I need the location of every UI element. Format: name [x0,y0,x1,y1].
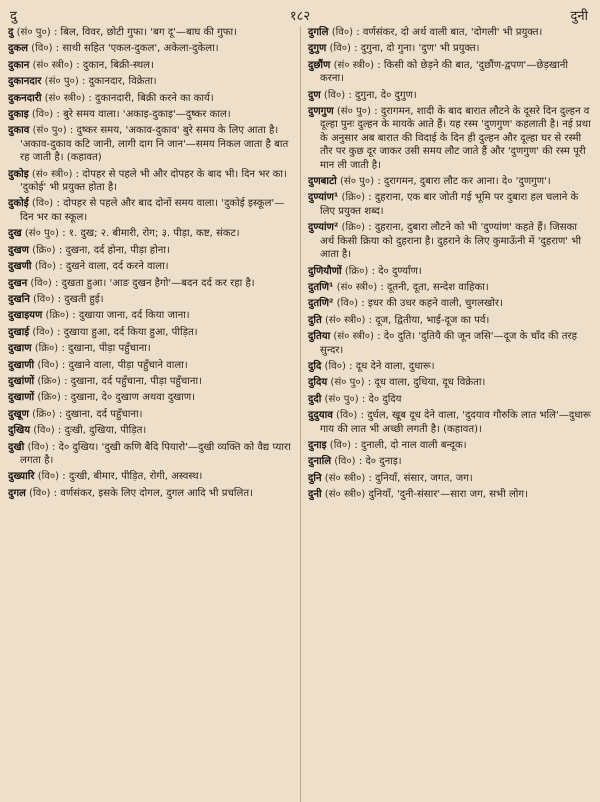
grammar-tag: (वि०) [25,487,51,499]
definition: : १. दुख; २. बीमारी, रोग; ३. पीड़ा, कष्ट, संकट। [58,228,240,240]
page-header [8,4,592,26]
grammar-tag: (क्रि०) [338,222,366,234]
headword: दुदि [308,360,322,372]
dictionary-entry [8,326,294,339]
grammar-tag: (सं० स्त्री०) [321,489,366,501]
definition: : दूज, द्वितीया, भाई-दूज का पर्व। [365,314,490,326]
headword: दुखी [8,441,25,453]
headword: दुकानदार [8,76,42,88]
headword: दुख्यारि [8,471,35,483]
header-right-guideword: दुनी [570,9,588,24]
grammar-tag: (क्रि०) [31,343,59,355]
headword: दुण [308,89,321,101]
dictionary-entry [8,124,294,164]
headword: दुणबाटो [308,176,337,188]
dictionary-entry [308,409,594,436]
dictionary-entry [8,424,294,437]
dictionary-entry [308,89,594,102]
headword: दुगल [8,487,26,499]
dictionary-entry [308,105,594,172]
grammar-tag: (सं० पु०) [333,106,371,118]
definition: : दुकानदार, विक्रेता। [78,76,157,88]
dictionary-entry [308,330,594,357]
grammar-tag: (सं० पु०) [13,27,51,38]
grammar-tag: (क्रि०) [28,244,56,256]
dictionary-entry [308,439,594,452]
grammar-tag: (सं० पु०) [336,176,375,188]
headword: दुखाइयण [8,310,43,322]
dictionary-entry [308,393,594,406]
grammar-tag: (सं० स्त्री०) [41,92,86,104]
headword: दुणगुण [308,106,334,118]
dictionary-entry [308,175,594,188]
grammar-tag: (सं० पु०) [41,76,79,88]
definition: : दुखाना, दर्द पहुँचाना, पीड़ा पहुँचाना। [60,375,202,387]
left-column [8,26,301,802]
grammar-tag: (क्रि०) [34,392,61,404]
headword: दु [8,27,14,38]
headword: दुनी [308,489,322,501]
grammar-tag: (वि०) [332,410,358,422]
dictionary-entry [8,293,294,306]
headword: दुखनि [8,293,30,305]
dictionary-entry [8,197,294,224]
dictionary-entry [308,221,594,261]
dictionary-entry [308,472,594,485]
headword: दुखाणों [8,392,35,404]
dictionary-entry [308,59,594,86]
grammar-tag: (सं० स्त्री०) [330,331,374,343]
grammar-tag: (सं० स्त्री०) [321,472,366,484]
definition: : दुःखी, बीमार, पीड़ित, रोगी, अस्वस्थ। [59,471,203,483]
headword: दुख [8,228,22,240]
dictionary-entry [8,260,294,273]
definition: : दुरागमन, दुबारा लौट कर आना। दे० 'दुणगुण'। [374,176,551,188]
definition: : दुनियाँ, संसार, जगत, जग। [365,472,473,484]
definition: : बुरे समय वाला। 'अकाइ-दुकाइ'—दुष्कर काल। [53,109,231,121]
dictionary-entry [8,470,294,483]
definition: : दुखाना, दर्द पहुँचाना। [55,408,143,420]
definition: : दुगुना, दे० दुगुण। [345,89,417,101]
dictionary-entry [308,265,594,278]
definition: : दुगुना, दो गुना। 'दुण' भी प्रयुक्त। [350,43,480,55]
headword: दुकोइ [8,168,29,180]
headword: दुकोई [8,198,29,210]
headword: दुति [308,314,322,326]
headword: दुखाणी [8,359,35,371]
definition: : वर्णसंकर, दो अर्थ वाली बात, 'दोगली' भी प्रयुक्त। [353,27,543,38]
headword: दुदी [308,393,322,405]
definition: : दुखना, दर्द होना, पीड़ा होना। [55,244,170,256]
headword: दुगलि [308,27,329,38]
grammar-tag: (वि०) [27,43,53,55]
grammar-tag: (सं० स्त्री०) [330,59,375,71]
definition: : दुखाना, पीड़ा पहुँचाना। [58,343,151,355]
headword: दुखण [8,244,29,256]
definition: : दे० दुर्ण्यांण। [368,265,422,277]
dictionary-entry [8,59,294,72]
grammar-tag: (वि०) [28,109,54,121]
dictionary-entry [8,487,294,500]
grammar-tag: (वि०) [29,326,54,338]
grammar-tag: (वि०) [34,359,59,371]
grammar-tag: (क्रि०) [42,310,70,322]
grammar-tag: (सं० स्त्री०) [333,281,378,293]
definition: : दुखती हुई। [54,293,104,305]
definition: : दुहराना, दुबारा लौटने को भी 'दुण्यांण' कहते हैं। जिसका अर्थ किसी क्रिया को दुहराना है। दुहराने के लिए कुमाऊँनी में 'दुहराण' भी आता है। [320,222,581,261]
grammar-tag: (वि०) [328,27,354,38]
headword: दुखाण [8,343,32,355]
grammar-tag: (वि०) [331,456,356,468]
headword: दुनि [308,472,322,484]
grammar-tag: (क्रि०) [338,192,366,204]
dictionary-entry [308,26,594,39]
dictionary-entry [308,314,594,327]
headword: दुखिय [8,425,31,437]
definition: : दुहराना, एक बार जोती गई भूमि पर दुबारा हल चलाने के लिए प्रयुक्त शब्द। [320,192,579,217]
headword: दुण्यांण² [308,222,339,234]
definition: : दे० दुति। 'दुतियै की जून जसि'—दूज के चाँद की तरह सुन्दर। [320,331,577,356]
headword: दुगुण [308,43,327,55]
definition: : साथी सहित 'एकल-दुकल', अकेला-दुकेला। [52,43,219,55]
dictionary-entry [308,297,594,310]
grammar-tag: (सं० स्त्री०) [29,59,74,71]
definition: : दुखाया जाना, दर्द किया जाना। [69,310,190,322]
dictionary-entry [308,360,594,373]
dictionary-entry [308,455,594,468]
grammar-tag: (वि०) [31,261,57,273]
headword: दुछौंण [308,59,331,71]
headword: दुदुयाव [308,410,333,422]
definition: : दुकान, बिक्री-स्थल। [73,59,154,71]
definition: : दे० दुनाइ। [355,456,402,468]
grammar-tag: (सं० स्त्री०) [321,314,366,326]
definition: : दोपहर से पहले भी और दोपहर के बाद भी। दिन भर का। 'दुकोई' भी प्रयुक्त होता है। [20,168,287,194]
headword: दुखन [8,277,28,289]
dictionary-entry [8,441,294,468]
dictionary-entry [8,375,294,388]
definition: : दुखाया हुआ, दर्द किया हुआ, पीड़ित। [53,326,198,338]
dictionary-entry [8,342,294,355]
grammar-tag: (सं० पु०) [327,377,365,389]
dictionary-entry [308,376,594,389]
dictionary-entry [8,108,294,121]
grammar-tag: (वि०) [28,198,54,210]
definition: : दुरागमन, शादी के बाद बारात लौटने के दूसरे दिन दुल्हन व दूल्हा पुनः दुल्हन के मायके आते हैं। यह रस्म 'दुणगुण' कहलाती है। नई प्रथा के अनुसार अब बारात की विदाई के दिन ही दुल्हन और दूल्हा घर से रस्मी तौर पर कुछ दूर जाकर उसी समय लौट जाते हैं और 'दुणगुण' की रस्म पूरी मान ली जाती है। [320,106,591,171]
page-number: १८२ [289,9,311,24]
definition: : दुखने वाला, दर्द करने वाला। [56,261,169,273]
headword: दुतणि² [308,298,334,310]
headword: दुकनदारी [8,92,42,104]
headword: दुण्यांण¹ [308,192,339,204]
dictionary-entry [8,227,294,240]
grammar-tag: (वि०) [24,441,49,453]
grammar-tag: (वि०) [34,471,60,483]
header-left-guideword: दु [10,9,17,24]
dictionary-entry [8,359,294,372]
definition: : दे० दुखिय। 'दुखी कणि बैदि पियारो'—दुखी व्यक्ति को वैद्य प्यारा लगता है। [20,441,291,466]
grammar-tag: (सं० पु०) [321,393,359,405]
grammar-tag: (वि०) [326,439,352,451]
grammar-tag: (वि०) [30,425,55,437]
definition: : किसी को छेड़ने की बात, 'दुछौंण-द्वपण'—छेड़खानी करना। [320,59,568,85]
headword: दुतणि¹ [308,281,334,293]
headword: दुकाइ [8,109,29,121]
definition: : दुखाना, दे० दुखाण अथवा दुखाण। [60,392,196,404]
headword: दुनालि [308,456,332,468]
dictionary-entry [8,244,294,257]
dictionary-entry [8,26,294,39]
grammar-tag: (वि०) [320,89,346,101]
grammar-tag: (क्रि०) [28,408,56,420]
headword: दुखूण [8,408,29,420]
grammar-tag: (वि०) [333,298,359,310]
columns [8,26,594,802]
dictionary-entry [8,309,294,322]
dictionary-entry [308,191,594,218]
definition: : बिल, विवर, छोटी गुफा। 'बग दू'—बाघ की गुफा। [50,27,237,38]
headword: दुकल [8,43,28,55]
definition: : इधर की उधर कहने वाली, चुगलखोर। [358,298,503,310]
definition: : दूतनी, दूता, सन्देश वाहिका। [377,281,489,293]
headword: दुखणी [8,261,32,273]
definition: : दुकानदारी, बिक्री करने का कार्य। [85,92,214,104]
headword: दुनाइ [308,439,327,451]
definition: दुनियाँ, 'दुनी-संसार'—सारा जग, सभी लोग। [365,489,528,501]
definition: : दुर्धल, खूब दूध देने वाला, 'दुदयाव गौरुकि लात भलि'—दुधारू गाय की लात भी अच्छी लगती है। (कहावत)। [320,410,591,435]
headword: दुतिया [308,331,331,343]
grammar-tag: (क्रि०) [34,375,61,387]
definition: : दुनाली, दो नाल वाली बन्दूक। [351,439,467,451]
definition: : दूध देने वाला, दुधारू। [345,360,435,372]
dictionary-entry [8,168,294,195]
definition: : दे० दुदिय [358,393,402,405]
dictionary-entry [308,42,594,55]
definition: : दोपहर से पहले और बाद दोनों समय वाला। 'दुकोई इस्कूल'—दिन भर का स्कूल। [20,198,285,223]
dictionary-entry [8,408,294,421]
grammar-tag: (सं० स्त्री०) [28,168,73,180]
grammar-tag: (सं० पु०) [29,125,67,137]
grammar-tag: (वि०) [29,293,55,305]
grammar-tag: (क्रि०) [341,265,369,277]
dictionary-entry [308,488,594,501]
dictionary-entry [8,92,294,105]
headword: दुखांणों [8,375,35,387]
dictionary-entry [8,277,294,290]
headword: दुदिय [308,377,328,389]
definition: : दुष्कर समय, 'अकाव-दुकाव' बुरे समय के लिए आता है। 'अकाव-दुकाव कटि जानी, लागी दाग नि जान'—समय निकल जाता है बात रह जाती है। (कहावत) [20,125,289,164]
grammar-tag: (वि०) [321,360,346,372]
definition: : दुखता हुआ। 'आङ दुखन हैगो'—बदन दर्द कर रहा है। [51,277,255,289]
dictionary-entry [308,281,594,294]
definition: : दुखाने वाला, पीड़ा पहुँचाने वाला। [58,359,188,371]
grammar-tag: (वि०) [326,43,351,55]
dictionary-entry [8,75,294,88]
dictionary-entry [8,391,294,404]
headword: दुकाव [8,125,30,137]
grammar-tag: (सं० पु०) [21,228,59,240]
definition: : दुःखी, दुखिया, पीड़ित। [54,425,147,437]
grammar-tag: (वि०) [27,277,52,289]
headword: दुकान [8,59,30,71]
dictionary-entry [8,42,294,55]
headword: दुखाई [8,326,30,338]
right-column [301,26,594,802]
headword: दुणियौणों [308,265,342,277]
definition: : दूध वाला, दुधिया, दूध विक्रेता। [364,377,486,389]
definition: : वर्णसंकर, इसके लिए दोगल, दुगल आदि भी प्रचलित। [50,487,253,499]
